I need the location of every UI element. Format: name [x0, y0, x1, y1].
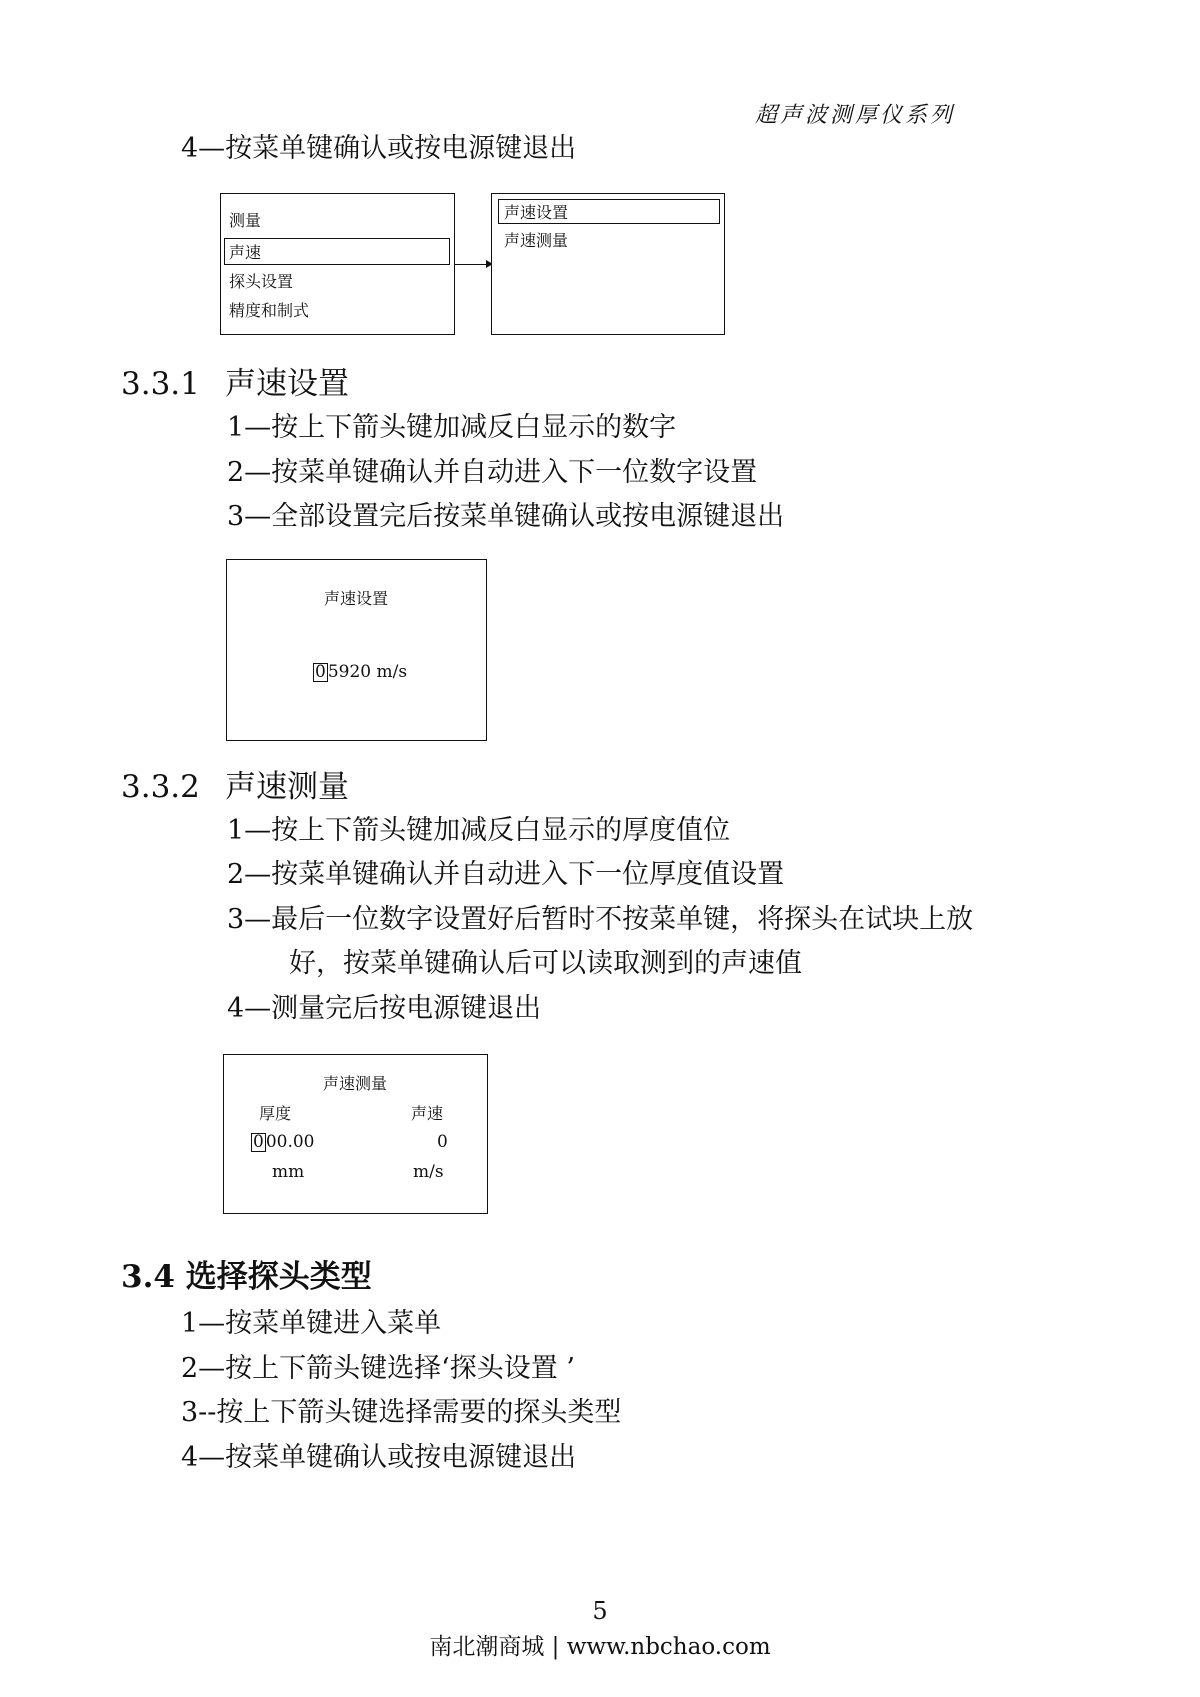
step-34-4: 4—按菜单键确认或按电源键退出 [181, 1442, 577, 1473]
screen-title: 声速测量 [322, 1074, 387, 1093]
step-34-1: 1—按菜单键进入菜单 [181, 1308, 442, 1339]
step-331-3: 3—全部设置完后按菜单键确认或按电源键退出 [227, 501, 785, 532]
intro-step-4: 4—按菜单键确认或按电源键退出 [181, 133, 577, 164]
velocity-value [313, 662, 407, 682]
section-number: 3.3.1 [121, 366, 200, 402]
section-title: 声速设置 [225, 366, 349, 402]
step-332-2: 2—按菜单键确认并自动进入下一位厚度值设置 [227, 859, 785, 890]
step-331-1: 1—按上下箭头键加减反白显示的数字 [227, 412, 677, 443]
menu-arrow-line [455, 264, 488, 265]
velocity-submenu-screen [491, 193, 725, 335]
thickness-unit: mm [272, 1162, 305, 1182]
section-title: 声速测量 [225, 769, 349, 805]
menu-item-precision-units: 精度和制式 [229, 301, 310, 320]
footer-site: 南北潮商城 | www.nbchao.com [429, 1634, 771, 1660]
menu-item-measure: 测量 [229, 211, 262, 230]
step-34-3: 3--按上下箭头键选择需要的探头类型 [181, 1397, 622, 1428]
thickness-label: 厚度 [259, 1104, 292, 1123]
step-331-2: 2—按菜单键确认并自动进入下一位数字设置 [227, 457, 758, 488]
page-number: 5 [592, 1597, 608, 1625]
velocity-measure-screen [223, 1054, 488, 1214]
menu-item-probe-settings: 探头设置 [229, 272, 294, 291]
velocity-setting-screen [226, 559, 487, 741]
step-332-3: 3—最后一位数字设置好后暂时不按菜单键，将探头在试块上放 [227, 904, 974, 935]
section-number: 3.3.2 [121, 769, 200, 805]
step-332-1: 1—按上下箭头键加减反白显示的厚度值位 [227, 815, 731, 846]
digit-cursor: 0 [253, 1132, 264, 1152]
digit-cursor: 0 [315, 662, 326, 682]
thickness-value [251, 1132, 315, 1152]
menu-item-velocity: 声速 [229, 243, 262, 262]
thickness-value-rest: 00.00 [265, 1132, 315, 1152]
velocity-unit: m/s [413, 1162, 444, 1182]
submenu-item-velocity-measure: 声速测量 [504, 231, 569, 250]
submenu-item-velocity-setting: 声速设置 [504, 203, 569, 222]
velocity-label: 声速 [411, 1104, 444, 1123]
section-3-3-1-heading [121, 358, 349, 403]
step-332-3-cont: 好，按菜单键确认后可以读取测到的声速值 [289, 948, 802, 979]
main-menu-screen [220, 193, 455, 335]
step-332-4: 4—测量完后按电源键退出 [227, 993, 542, 1024]
section-3-3-2-heading [121, 761, 349, 806]
running-header: 超声波测厚仪系列 [755, 103, 956, 128]
screen-title: 声速设置 [323, 589, 388, 608]
step-34-2: 2—按上下箭头键选择‘探头设置 ’ [181, 1353, 575, 1384]
section-3-4-heading: 3.4 选择探头类型 [121, 1259, 372, 1295]
velocity-value: 0 [437, 1132, 448, 1152]
velocity-value-rest: 5920 m/s [327, 662, 408, 682]
